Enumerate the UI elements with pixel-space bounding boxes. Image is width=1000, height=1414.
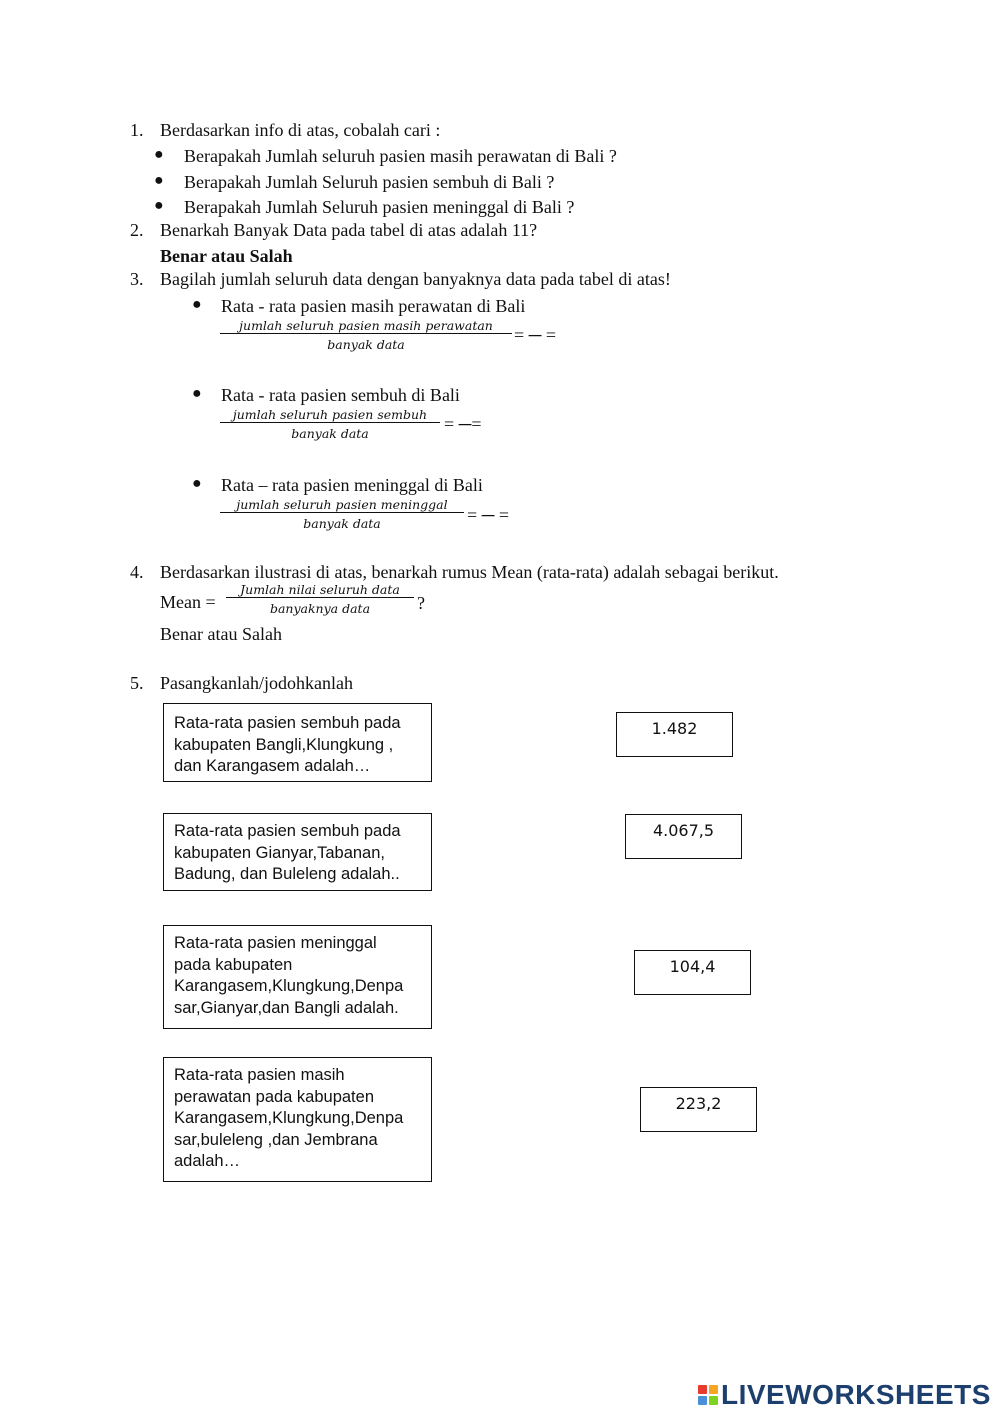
q1-bullet-1: Berapakah Jumlah seluruh pasien masih perawatan di Bali ? bbox=[184, 146, 617, 166]
match-question-2-line: Badung, dan Buleleng adalah.. bbox=[174, 865, 400, 883]
fraction-numerator: jumlah seluruh pasien sembuh bbox=[232, 407, 428, 422]
q1-bullet-2: Berapakah Jumlah Seluruh pasien sembuh di Bali ? bbox=[184, 172, 555, 192]
q3-item-1-answer-blank[interactable]: = ─ = bbox=[514, 325, 557, 345]
match-question-4-line: Rata-rata pasien masih bbox=[174, 1066, 345, 1084]
q3-item-1-fraction bbox=[220, 318, 512, 352]
q3-item-3-label: Rata – rata pasien meninggal di Bali bbox=[221, 475, 483, 495]
q3-text: Bagilah jumlah seluruh data dengan banyaknya data pada tabel di atas! bbox=[160, 269, 671, 289]
q5-text: Pasangkanlah/jodohkanlah bbox=[160, 673, 353, 693]
fraction-denominator: banyak data bbox=[327, 337, 405, 352]
match-question-2[interactable] bbox=[163, 813, 432, 891]
match-answer-2[interactable]: 4.067,5 bbox=[625, 814, 742, 859]
q2-number: 2. bbox=[130, 220, 144, 240]
fraction-numerator: Jumlah nilai seluruh data bbox=[240, 582, 400, 597]
q3-number: 3. bbox=[130, 269, 144, 289]
q4-number: 4. bbox=[130, 562, 144, 582]
logo-tile bbox=[709, 1385, 718, 1394]
q2-text: Benarkah Banyak Data pada tabel di atas adalah 11? bbox=[160, 220, 538, 240]
bullet-icon: ● bbox=[154, 197, 164, 214]
fraction-bar bbox=[220, 512, 464, 513]
fraction-numerator: jumlah seluruh pasien meninggal bbox=[236, 497, 448, 512]
match-question-1-line: Rata-rata pasien sembuh pada bbox=[174, 714, 401, 732]
fraction-bar bbox=[226, 597, 414, 598]
match-question-4-line: Karangasem,Klungkung,Denpa bbox=[174, 1109, 404, 1127]
q4-question-mark: ? bbox=[417, 593, 425, 613]
match-answer-4[interactable]: 223,2 bbox=[640, 1087, 757, 1132]
logo-tile bbox=[698, 1385, 707, 1394]
q4-mean-label: Mean = bbox=[160, 592, 216, 612]
q3-item-2-fraction bbox=[220, 407, 440, 441]
logo-tile bbox=[709, 1396, 718, 1405]
q4-options[interactable]: Benar atau Salah bbox=[160, 624, 282, 644]
q2-options[interactable]: Benar atau Salah bbox=[160, 246, 293, 266]
logo-mark-icon bbox=[698, 1385, 718, 1405]
match-answer-3[interactable]: 104,4 bbox=[634, 950, 751, 995]
q3-item-2-answer-blank[interactable]: = ─= bbox=[444, 414, 482, 434]
fraction-denominator: banyak data bbox=[291, 426, 369, 441]
fraction-bar bbox=[220, 422, 440, 423]
bullet-icon: ● bbox=[154, 172, 164, 189]
match-question-3-line: sar,Gianyar,dan Bangli adalah. bbox=[174, 998, 399, 1017]
match-question-4[interactable] bbox=[163, 1057, 432, 1182]
match-question-4-line: sar,buleleng ,dan Jembrana bbox=[174, 1130, 378, 1149]
q3-item-1-label: Rata - rata pasien masih perawatan di Bali bbox=[221, 296, 526, 316]
q3-item-3-fraction bbox=[220, 497, 464, 531]
logo-text: LIVEWORKSHEETS bbox=[721, 1379, 991, 1410]
match-question-3[interactable] bbox=[163, 925, 432, 1029]
logo-tile bbox=[698, 1396, 707, 1405]
q4-mean-fraction bbox=[226, 582, 414, 616]
fraction-denominator: banyak data bbox=[303, 516, 381, 531]
match-question-1[interactable] bbox=[163, 703, 432, 782]
liveworksheets-logo bbox=[698, 1378, 991, 1412]
match-question-3-line: Karangasem,Klungkung,Denpa bbox=[174, 977, 404, 995]
match-question-3-line: pada kabupaten bbox=[174, 955, 293, 974]
fraction-denominator: banyaknya data bbox=[269, 601, 371, 616]
match-question-3-line: Rata-rata pasien meninggal bbox=[174, 934, 377, 952]
match-question-1-line: kabupaten Bangli,Klungkung , bbox=[174, 735, 394, 754]
q5-number: 5. bbox=[130, 673, 144, 693]
match-question-1-line: dan Karangasem adalah… bbox=[174, 757, 371, 775]
bullet-icon: ● bbox=[192, 296, 202, 313]
match-answer-1[interactable]: 1.482 bbox=[616, 712, 733, 757]
match-question-2-line: kabupaten Gianyar,Tabanan, bbox=[174, 843, 385, 862]
bullet-icon: ● bbox=[192, 475, 202, 492]
bullet-icon: ● bbox=[154, 146, 164, 163]
match-question-4-line: adalah… bbox=[174, 1152, 241, 1170]
fraction-bar bbox=[220, 333, 512, 334]
q3-item-2-label: Rata - rata pasien sembuh di Bali bbox=[221, 385, 460, 405]
q1-number: 1. bbox=[130, 120, 144, 140]
q3-item-3-answer-blank[interactable]: = ─ = bbox=[467, 505, 510, 525]
q1-bullet-3: Berapakah Jumlah Seluruh pasien meninggal di Bali ? bbox=[184, 197, 575, 217]
bullet-icon: ● bbox=[192, 385, 202, 402]
q4-text: Berdasarkan ilustrasi di atas, benarkah rumus Mean (rata-rata) adalah sebagai berikut. bbox=[160, 562, 779, 582]
q1-text: Berdasarkan info di atas, cobalah cari : bbox=[160, 120, 441, 140]
match-question-4-line: perawatan pada kabupaten bbox=[174, 1087, 374, 1106]
match-question-2-line: Rata-rata pasien sembuh pada bbox=[174, 822, 401, 840]
fraction-numerator: jumlah seluruh pasien masih perawatan bbox=[239, 318, 493, 333]
